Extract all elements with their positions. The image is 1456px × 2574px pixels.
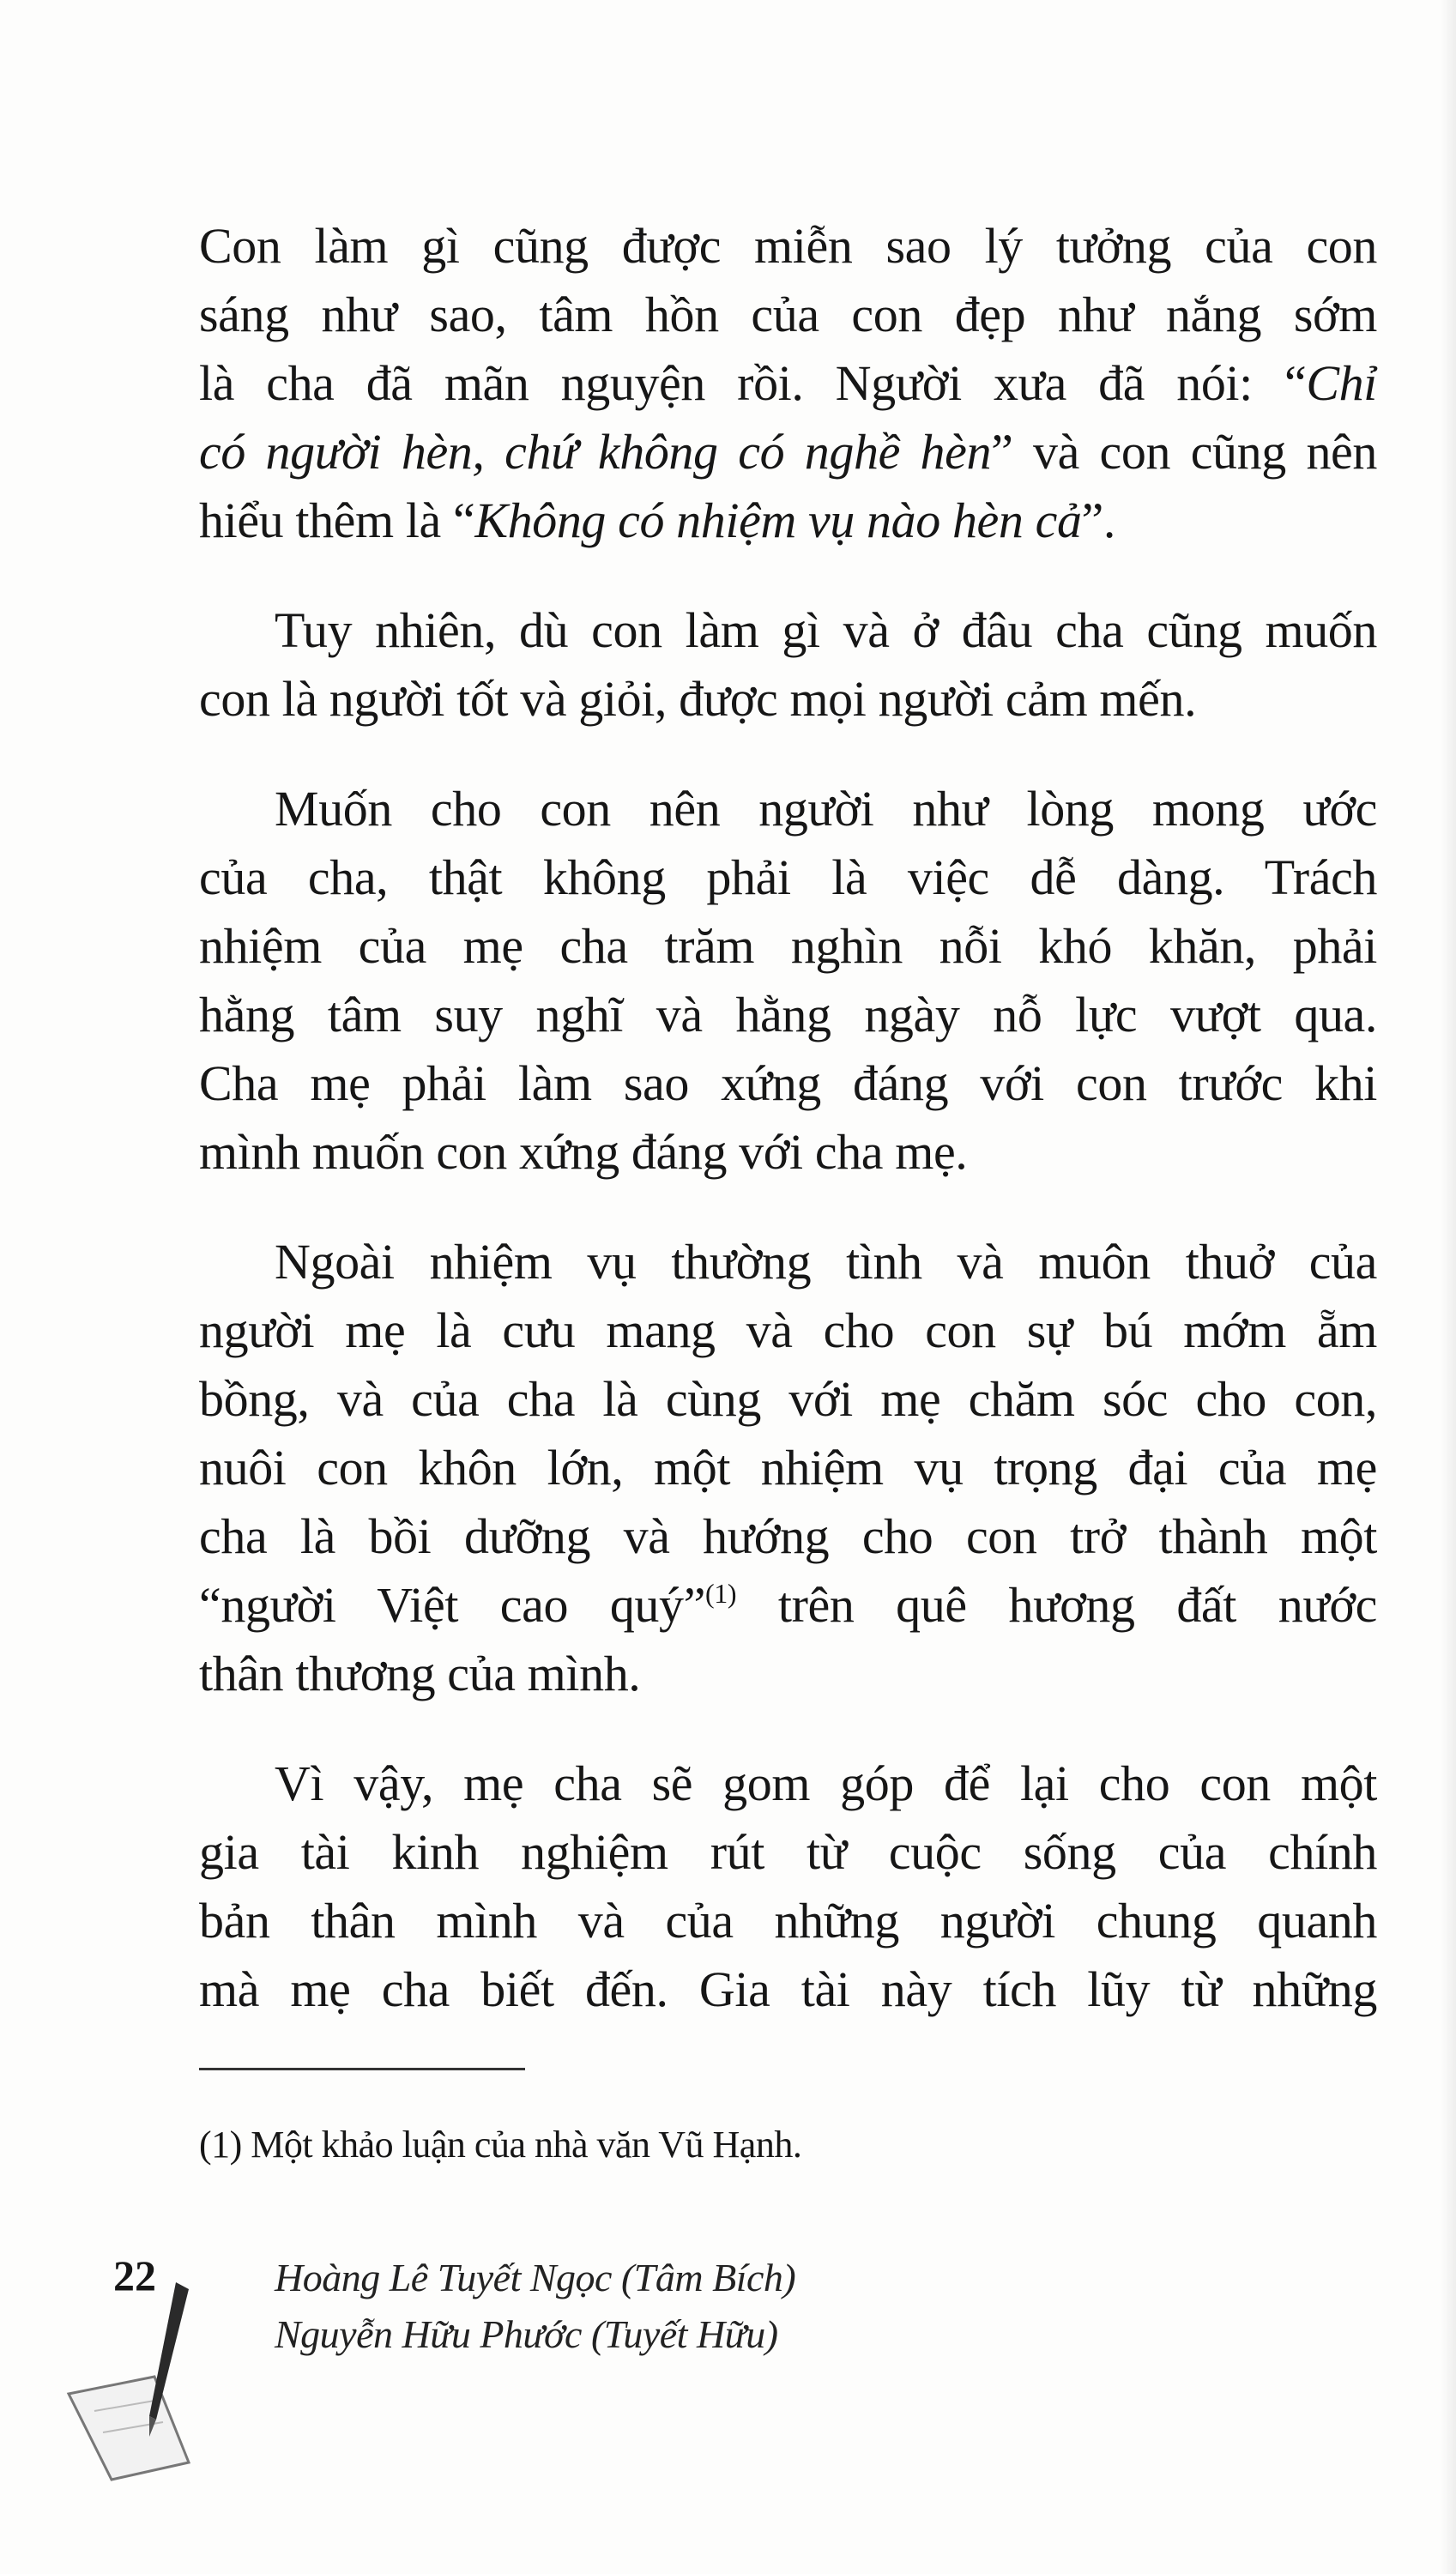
text-line: [199, 1818, 1377, 1887]
footnote: (1) Một khảo luận của nhà văn Vũ Hạnh.: [199, 2124, 802, 2166]
italic-quote: Không có nhiệm vụ nào hèn cả: [474, 492, 1082, 548]
text-line: [199, 1955, 1377, 2024]
text-line: [199, 775, 1377, 843]
text-line: [199, 596, 1377, 665]
text-segment: “người Việt cao quý”: [199, 1577, 705, 1633]
footnote-reference: (1): [704, 1578, 737, 1609]
text-line: [199, 1118, 1377, 1187]
text-line: [199, 1228, 1377, 1296]
text-segment: là cha đã mãn nguyện rồi. Người xưa đã nói: “: [199, 355, 1307, 411]
text-segment: bồng, và của cha là cùng với mẹ chăm sóc cho con,: [199, 1371, 1377, 1427]
author-2: Nguyễn Hữu Phước (Tuyết Hữu): [275, 2312, 778, 2356]
paragraph: [199, 775, 1377, 1187]
paragraph: [199, 596, 1377, 734]
text-segment: Con làm gì cũng được miễn sao lý tưởng của con: [199, 218, 1377, 274]
text-segment: sáng như sao, tâm hồn của con đẹp như nắng sớm: [199, 287, 1377, 342]
page-number: 22: [113, 2251, 156, 2299]
text-segment: hằng tâm suy nghĩ và hằng ngày nỗ lực vượt qua.: [199, 987, 1377, 1042]
page-edge-shadow: [1441, 0, 1456, 2574]
text-segment: mình muốn con xứng đáng với cha mẹ.: [199, 1124, 968, 1180]
text-line: [199, 1434, 1377, 1502]
text-segment: ”.: [1081, 492, 1115, 548]
text-segment: Cha mẹ phải làm sao xứng đáng với con trước khi: [199, 1055, 1377, 1111]
body-text: [199, 212, 1377, 2065]
text-line: [199, 418, 1377, 486]
text-segment: nuôi con khôn lớn, một nhiệm vụ trọng đại của mẹ: [199, 1440, 1377, 1495]
text-line: [199, 1296, 1377, 1365]
text-line: [199, 1640, 1377, 1708]
text-segment: ” và con cũng nên: [991, 424, 1377, 480]
text-line: [199, 349, 1377, 418]
pen-and-paper-icon: [60, 2265, 257, 2488]
text-segment: trên quê hương đất nước: [736, 1577, 1377, 1633]
text-segment: bản thân mình và của những người chung quanh: [199, 1893, 1377, 1949]
italic-quote: Chỉ: [1306, 355, 1377, 411]
text-line: [199, 665, 1377, 734]
text-segment: của cha, thật không phải là việc dễ dàng. Trách: [199, 849, 1377, 905]
text-line: [199, 212, 1377, 281]
text-line: [199, 1571, 1377, 1640]
text-line: [199, 1749, 1377, 1818]
text-segment: cha là bồi dưỡng và hướng cho con trở thành một: [199, 1508, 1377, 1564]
text-segment: Tuy nhiên, dù con làm gì và ở đâu cha cũng muốn: [275, 602, 1377, 658]
text-line: [199, 912, 1377, 981]
text-line: [199, 843, 1377, 912]
text-line: [199, 981, 1377, 1049]
text-line: [199, 486, 1377, 555]
paragraph: [199, 1749, 1377, 2024]
text-segment: thân thương của mình.: [199, 1646, 641, 1701]
text-segment: Muốn cho con nên người như lòng mong ước: [275, 781, 1377, 837]
text-segment: con là người tốt và giỏi, được mọi người cảm mến.: [199, 671, 1197, 727]
author-1: Hoàng Lê Tuyết Ngọc (Tâm Bích): [275, 2256, 796, 2299]
text-line: [199, 1502, 1377, 1571]
text-line: [199, 1365, 1377, 1434]
text-segment: gia tài kinh nghiệm rút từ cuộc sống của chính: [199, 1824, 1377, 1880]
paragraph: [199, 212, 1377, 555]
text-segment: Ngoài nhiệm vụ thường tình và muôn thuở của: [275, 1234, 1377, 1290]
footer-authors: [275, 2250, 795, 2363]
text-line: [199, 1887, 1377, 1955]
text-segment: hiểu thêm là “: [199, 492, 475, 548]
text-line: [199, 281, 1377, 349]
text-segment: người mẹ là cưu mang và cho con sự bú mớm ẵm: [199, 1302, 1377, 1358]
text-line: [199, 1049, 1377, 1118]
paragraph: [199, 1228, 1377, 1708]
italic-quote: có người hèn, chứ không có nghề hèn: [199, 424, 992, 480]
text-segment: mà mẹ cha biết đến. Gia tài này tích lũy từ những: [199, 1961, 1377, 2017]
footnote-separator: [199, 2068, 525, 2070]
text-segment: nhiệm của mẹ cha trăm nghìn nỗi khó khăn, phải: [199, 918, 1377, 974]
text-segment: Vì vậy, mẹ cha sẽ gom góp để lại cho con một: [275, 1755, 1377, 1811]
